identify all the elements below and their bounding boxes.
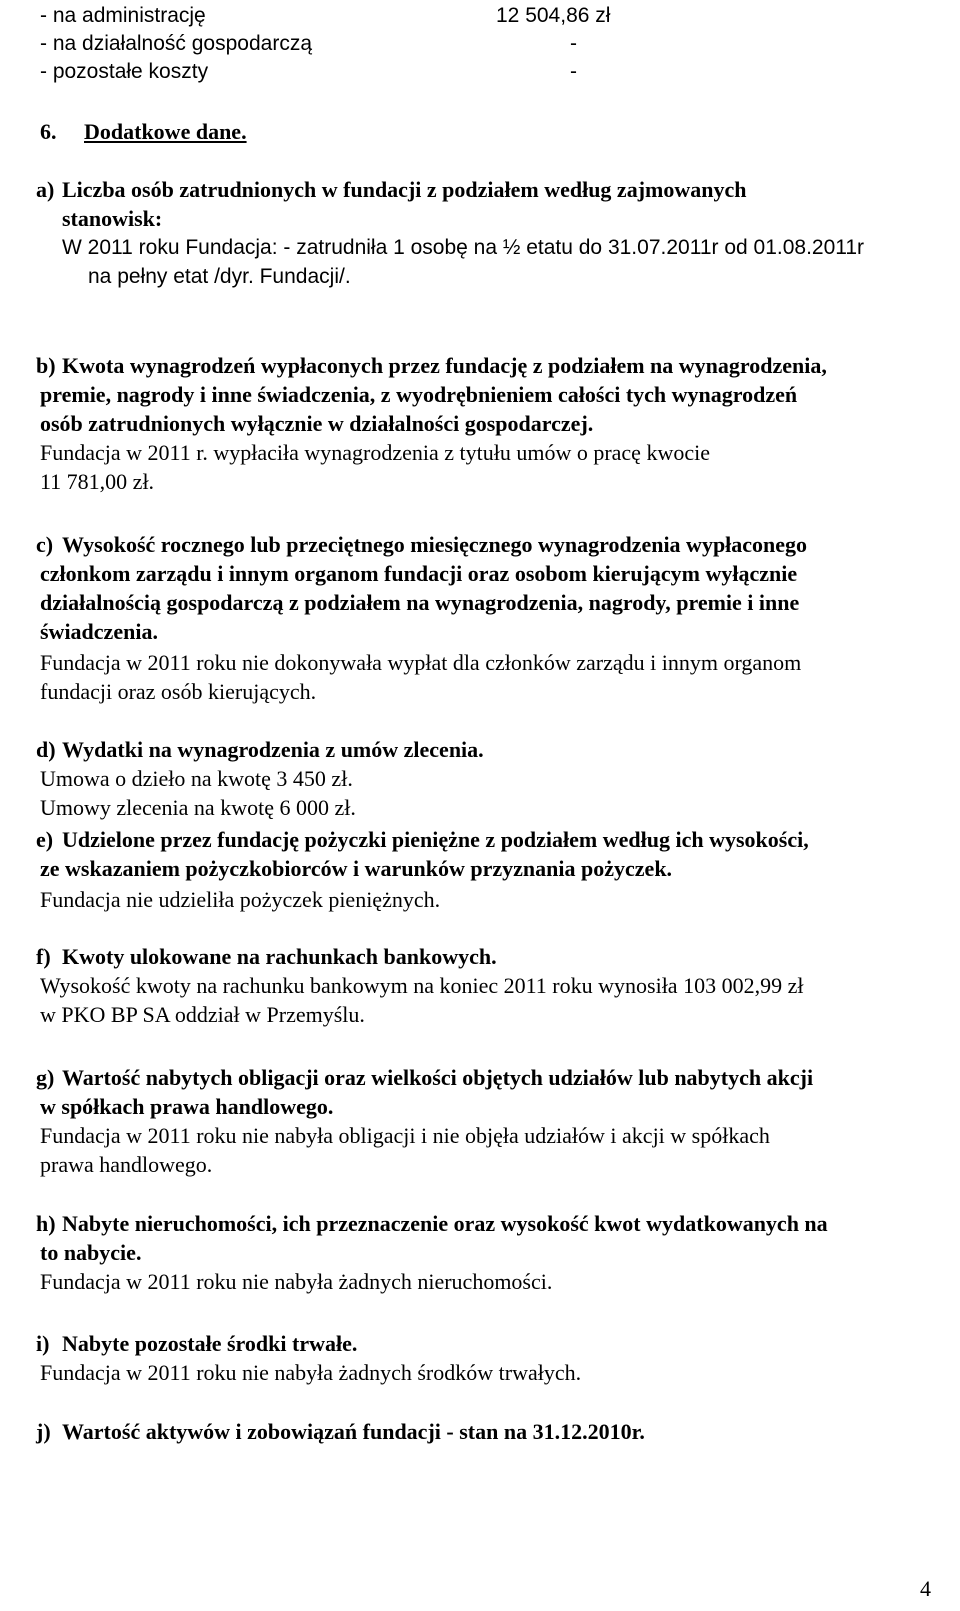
section-c-heading-line: Wysokość rocznego lub przeciętnego miesięcznego wynagrodzenia wypłaconego <box>62 532 808 557</box>
cost-other-value: - <box>570 60 577 83</box>
section-b-body: Fundacja w 2011 r. wypłaciła wynagrodzenia z tytułu umów o pracę kwocie <box>40 440 710 465</box>
section-g-body: Fundacja w 2011 roku nie nabyła obligacji i nie objęła udziałów i akcji w spółkach <box>40 1123 770 1148</box>
section-a-body-cont: na pełny etat /dyr. Fundacji/. <box>88 265 351 288</box>
section-g-heading: Wartość nabytych obligacji oraz wielkości objętych udziałów lub nabytych akcji <box>62 1065 814 1090</box>
section-g-heading-cont: w spółkach prawa handlowego. <box>40 1094 334 1119</box>
cost-admin-label: - na administrację <box>40 4 206 27</box>
section-f-body-cont: w PKO BP SA oddział w Przemyślu. <box>40 1002 365 1027</box>
section-e-marker: e) <box>36 827 54 852</box>
cost-business-label: - na działalność gospodarczą <box>40 32 312 55</box>
section-b-heading: Kwota wynagrodzeń wypłaconych przez fundację z podziałem na wynagrodzenia, <box>62 353 827 378</box>
section-c-heading-cont: działalnością gospodarczą z podziałem na wynagrodzenia, nagrody, premie i inne <box>40 590 800 615</box>
section-d-body: Umowa o dzieło na kwotę 3 450 zł. <box>40 766 353 791</box>
section-d-body-cont: Umowy zlecenia na kwotę 6 000 zł. <box>40 795 356 820</box>
section-c-body-cont: fundacji oraz osób kierujących. <box>40 679 317 704</box>
section-j-heading: Wartość aktywów i zobowiązań fundacji - stan na 31.12.2010r. <box>62 1419 645 1444</box>
section-j-marker: j) <box>36 1419 51 1444</box>
section-i-heading: Nabyte pozostałe środki trwałe. <box>62 1331 358 1356</box>
section-b-heading-cont: osób zatrudnionych wyłącznie w działalności gospodarczej. <box>40 411 594 436</box>
section-h-heading: Nabyte nieruchomości, ich przeznaczenie oraz wysokość kwot wydatkowanych na <box>62 1211 828 1236</box>
section-h-marker: h) <box>36 1211 56 1236</box>
section-b-body-cont: 11 781,00 zł. <box>40 469 155 494</box>
section-b-heading-cont: premie, nagrody i inne świadczenia, z wyodrębnieniem całości tych wynagrodzeń <box>40 382 798 407</box>
section-d-marker: d) <box>36 737 56 762</box>
section-f-marker: f) <box>36 944 51 969</box>
page-number: 4 <box>920 1576 931 1601</box>
section-a-marker: a) <box>36 177 55 202</box>
section-number: 6. <box>40 119 57 144</box>
section-a-heading-cont: stanowisk: <box>62 206 163 231</box>
section-e-body: Fundacja nie udzieliła pożyczek pieniężnych. <box>40 887 441 912</box>
section-e-heading: Udzielone przez fundację pożyczki pieniężne z podziałem według ich wysokości, <box>62 827 809 852</box>
section-i-marker: i) <box>36 1331 50 1356</box>
section-f-heading: Kwoty ulokowane na rachunkach bankowych. <box>62 944 497 969</box>
section-i-body: Fundacja w 2011 roku nie nabyła żadnych środków trwałych. <box>40 1360 582 1385</box>
section-c-heading-cont: członkom zarządu i innym organom fundacji oraz osobom kierującym wyłącznie <box>40 561 798 586</box>
cost-business-value: - <box>570 32 577 55</box>
cost-admin-value: 12 504,86 zł <box>496 4 611 27</box>
section-c-body: Fundacja w 2011 roku nie dokonywała wypłat dla członków zarządu i innym organom <box>40 650 802 675</box>
section-d-heading: Wydatki na wynagrodzenia z umów zlecenia. <box>62 737 484 762</box>
section-g-marker: g) <box>36 1065 55 1090</box>
section-g-body-cont: prawa handlowego. <box>40 1152 213 1177</box>
section-f-body: Wysokość kwoty na rachunku bankowym na koniec 2011 roku wynosiła 103 002,99 zł <box>40 973 804 998</box>
section-c-heading-cont: świadczenia. <box>40 619 158 644</box>
section-title: Dodatkowe dane. <box>84 119 247 144</box>
section-b-marker: b) <box>36 353 56 378</box>
section-h-heading-cont: to nabycie. <box>40 1240 142 1265</box>
section-c-marker: c) <box>36 532 54 557</box>
section-a-heading: Liczba osób zatrudnionych w fundacji z podziałem według zajmowanych <box>62 177 747 202</box>
section-e-heading-cont: ze wskazaniem pożyczkobiorców i warunków przyznania pożyczek. <box>40 856 673 881</box>
section-a-body: W 2011 roku Fundacja: - zatrudniła 1 osobę na ½ etatu do 31.07.2011r od 01.08.2011r <box>62 236 865 259</box>
section-h-body: Fundacja w 2011 roku nie nabyła żadnych nieruchomości. <box>40 1269 553 1294</box>
cost-other-label: - pozostałe koszty <box>40 60 209 83</box>
